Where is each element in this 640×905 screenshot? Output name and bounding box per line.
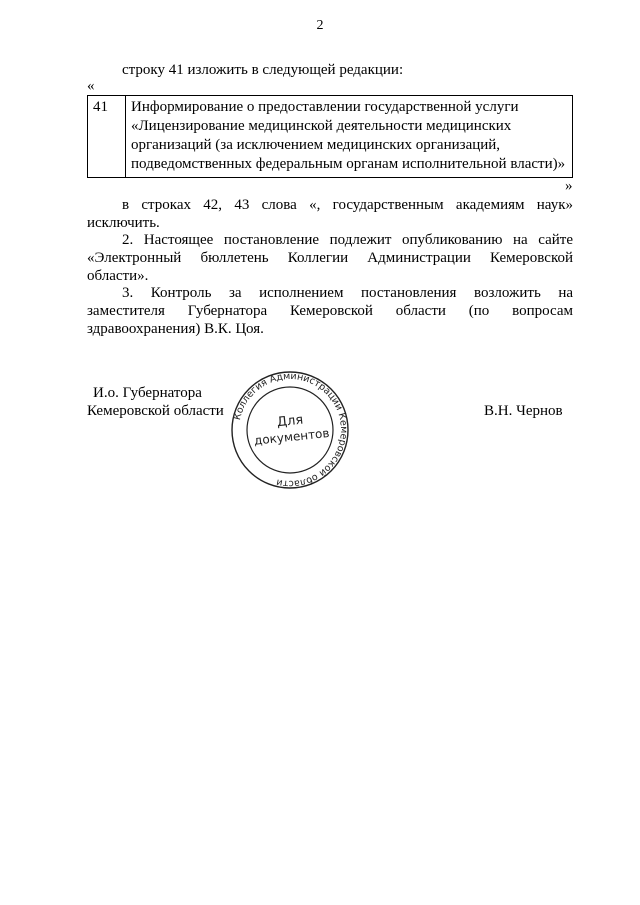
paragraph-3-line-2: заместителя Губернатора Кемеровской области (по вопросам: [87, 303, 573, 319]
stamp-center-line-2: документов: [253, 425, 331, 448]
row-text-line: Информирование о предоставлении государственной услуги: [131, 99, 519, 115]
paragraph-2-line-1: 2. Настоящее постановление подлежит опубликованию на сайте: [122, 232, 573, 248]
row-text-line: подведомственных федеральным органам исполнительной власти)»: [131, 156, 566, 172]
paragraph-2-line-3: области».: [87, 268, 149, 284]
closing-quote: »: [565, 178, 573, 194]
signer-name: В.Н. Чернов: [484, 403, 563, 419]
page-number: 2: [316, 18, 324, 33]
paragraph-2-line-2: «Электронный бюллетень Коллегии Администрации Кемеровской: [87, 250, 573, 266]
stamp-center-line-1: Для: [276, 412, 304, 431]
row-text-line: организаций (за исключением медицинских организаций,: [131, 137, 501, 153]
signer-title-line-2: Кемеровской области: [87, 403, 224, 419]
table-row: [88, 96, 573, 178]
opening-quote: «: [87, 78, 95, 94]
official-stamp: [220, 370, 360, 490]
row-text: [126, 96, 573, 178]
paragraph-1-line-2: исключить.: [87, 215, 160, 231]
row-text-line: «Лицензирование медицинской деятельности медицинских: [131, 118, 512, 134]
signer-title-line-1: И.о. Губернатора: [93, 385, 202, 401]
stamp-ring-text: Коллегия Администрации Кемеровской области: [232, 370, 350, 490]
paragraph-3-line-3: здравоохранения) В.К. Цоя.: [87, 321, 264, 337]
paragraph-1-line-1: в строках 42, 43 слова «, государственным академиям наук»: [122, 197, 573, 213]
row-number: 41: [88, 96, 126, 178]
amendment-table: [87, 95, 573, 178]
amendment-intro: строку 41 изложить в следующей редакции:: [122, 62, 404, 78]
paragraph-3-line-1: 3. Контроль за исполнением постановления возложить на: [122, 285, 573, 301]
